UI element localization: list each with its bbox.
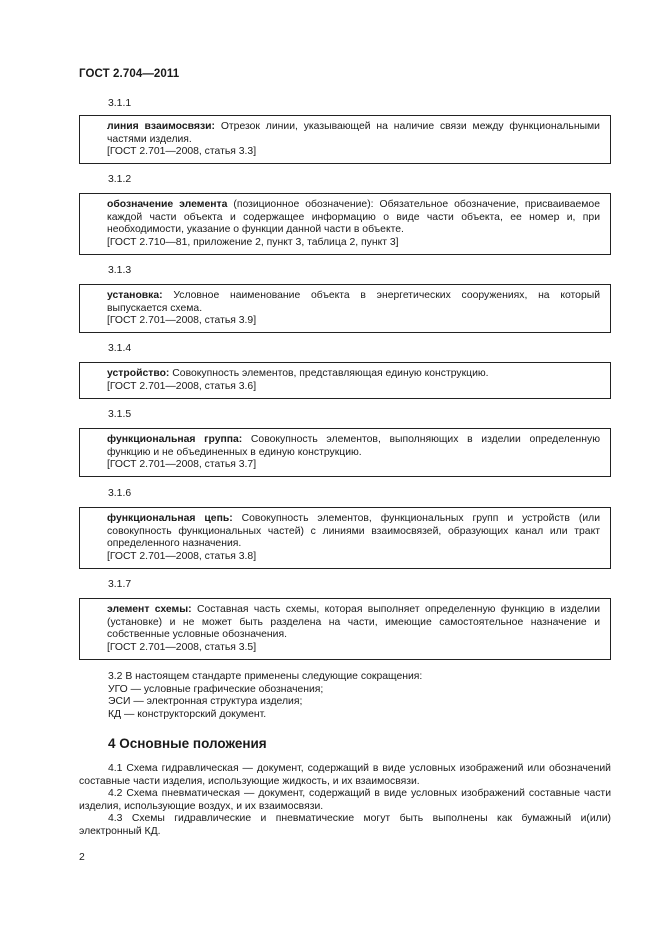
page-number: 2: [79, 852, 85, 863]
term-definition: Совокупность элементов, выполняющих в изделии определенную функцию и не объединенных в единую конструкцию.: [107, 434, 600, 458]
term-reference: [ГОСТ 2.701—2008, статья 3.9]: [107, 315, 257, 327]
term-name: функциональная группа:: [107, 434, 243, 445]
term-box: [79, 193, 611, 255]
term-name: элемент схемы:: [107, 604, 192, 615]
term-name: устройство:: [107, 368, 170, 379]
paragraph: 4.3 Схемы гидравлические и пневматические могут быть выполнены как бумажный и(или) электронный КД.: [79, 813, 611, 837]
paragraph: 4.2 Схема пневматическая — документ, содержащий в виде условных изображений составные части изделия, использующие воздух, и их взаимосвязи.: [79, 788, 611, 812]
term-number: 3.1.6: [108, 488, 132, 499]
term-box: [79, 362, 611, 399]
term-reference: [ГОСТ 2.701—2008, статья 3.8]: [107, 550, 257, 562]
abbreviation-item: КД — конструкторский документ.: [108, 708, 267, 720]
abbreviation-item: УГО — условные графические обозначения;: [108, 683, 324, 695]
term-number: 3.1.4: [108, 343, 132, 354]
term-number: 3.1.2: [108, 174, 132, 185]
term-box: [79, 598, 611, 660]
term-reference: [ГОСТ 2.701—2008, статья 3.7]: [107, 459, 257, 471]
term-box: [79, 428, 611, 477]
term-number: 3.1.5: [108, 409, 132, 420]
term-name: установка:: [107, 290, 163, 301]
term-box: [79, 507, 611, 569]
term-number: 3.1.3: [108, 265, 132, 276]
term-definition: Совокупность элементов, функциональных групп и устройств (или совокупность функциональных частей) с линиями взаимосвязей, образующих канал или тракт определенного назначения.: [107, 513, 600, 550]
term-name: функциональная цепь:: [107, 513, 233, 524]
abbreviations-intro: 3.2 В настоящем стандарте применены следующие сокращения:: [108, 671, 423, 682]
term-reference: [ГОСТ 2.710—81, приложение 2, пункт 3, таблица 2, пункт 3]: [107, 236, 399, 248]
term-name: линия взаимосвязи:: [107, 121, 215, 132]
section-paragraphs: [79, 763, 611, 839]
term-reference: [ГОСТ 2.701—2008, статья 3.5]: [107, 641, 257, 653]
term-number: 3.1.1: [108, 98, 132, 109]
paragraph: 4.1 Схема гидравлическая — документ, содержащий в виде условных изображений или обозначений составные части изделия, использующие жидкость, и их взаимосвязи.: [79, 763, 611, 787]
term-definition: Отрезок линии, указывающей на наличие связи между функциональными частями изделия.: [107, 121, 600, 145]
term-definition: Составная часть схемы, которая выполняет определенную функцию в изделии (установке) и не может быть разделена на части, имеющие самостоятельное назначение и собственные условные обозначения.: [107, 604, 600, 641]
abbreviations-list: [108, 671, 608, 721]
abbreviation-item: ЭСИ — электронная структура изделия;: [108, 696, 303, 708]
term-definition: Условное наименование объекта в энергетических сооружениях, на который выпускается схема.: [107, 290, 600, 314]
term-number: 3.1.7: [108, 579, 132, 590]
section-heading: 4 Основные положения: [108, 736, 267, 751]
document-header: ГОСТ 2.704—2011: [79, 68, 180, 80]
term-name: обозначение элемента: [107, 199, 228, 210]
term-definition: Совокупность элементов, представляющая единую конструкцию.: [169, 368, 489, 379]
term-box: [79, 284, 611, 333]
term-definition: (позиционное обозначение): Обязательное обозначение, присваиваемое каждой части объекта и содержащее информацию о виде части объекта, ее номер и, при необходимости, указание о функции данной части в объекте.: [107, 199, 600, 236]
term-box: [79, 115, 611, 164]
term-reference: [ГОСТ 2.701—2008, статья 3.6]: [107, 380, 257, 392]
term-reference: [ГОСТ 2.701—2008, статья 3.3]: [107, 146, 257, 158]
